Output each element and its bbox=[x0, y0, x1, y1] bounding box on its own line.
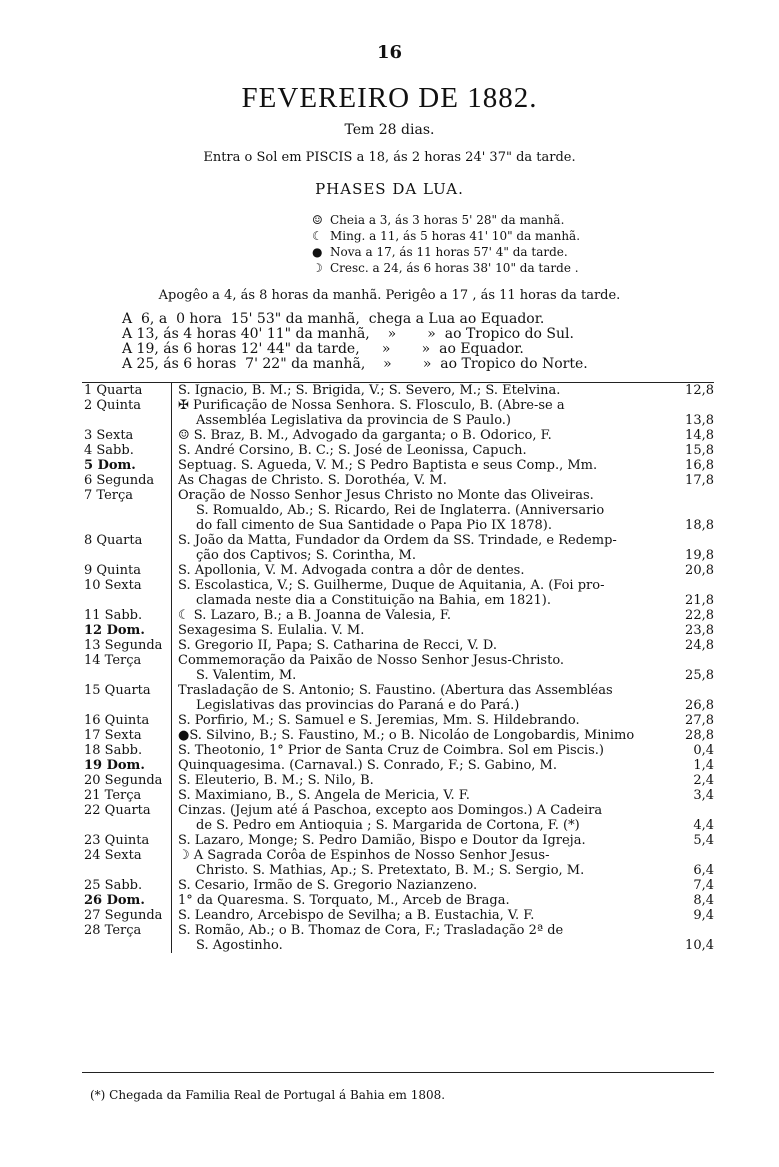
moon-age: 12,8 bbox=[685, 383, 714, 398]
entry-line: Cinzas. (Jejum até á Paschoa, excepto aos Domingos.) A Cadeira bbox=[178, 803, 603, 818]
moon-age: 16,8 bbox=[685, 458, 714, 473]
entry-line: S. Theotonio, 1° Prior de Santa Cruz de Coimbra. Sol em Piscis.) bbox=[178, 743, 604, 758]
calendar-entry bbox=[172, 383, 670, 398]
page-title: FEVEREIRO DE 1882. bbox=[241, 82, 538, 114]
calendar-row bbox=[82, 743, 714, 758]
entry-line: Trasladação de S. Antonio; S. Faustino. (Abertura das Assembléas bbox=[178, 683, 613, 698]
apogee-perigee: Apogêo a 4, ás 8 horas da manhã. Perigêo a 17 , ás 11 horas da tarde. bbox=[158, 288, 621, 303]
entry-line: S. Ignacio, B. M.; S. Brigida, V.; S. Severo, M.; S. Etelvina. bbox=[178, 383, 561, 398]
entry-line: S. Valentim, M. bbox=[196, 668, 297, 683]
entry-line: Sexagesima S. Eulalia. V. M. bbox=[178, 623, 365, 638]
calendar-entry bbox=[172, 743, 670, 758]
entry-line: Assembléa Legislativa da provincia de S Paulo.) bbox=[196, 413, 511, 428]
moon-age: 18,8 bbox=[685, 518, 714, 533]
calendar-day: 2 Quinta bbox=[82, 398, 172, 428]
moon-age: 15,8 bbox=[685, 443, 714, 458]
equator-crossings bbox=[122, 312, 588, 372]
moon-age: 22,8 bbox=[685, 608, 714, 623]
calendar-entry bbox=[172, 428, 670, 443]
calendar-day: 6 Segunda bbox=[82, 473, 172, 488]
calendar-entry bbox=[172, 473, 670, 488]
calendar-row bbox=[82, 788, 714, 803]
calendar-row bbox=[82, 833, 714, 848]
calendar-day: 13 Segunda bbox=[82, 638, 172, 653]
entry-line: S. Eleuterio, B. M.; S. Nilo, B. bbox=[178, 773, 374, 788]
calendar-day: 4 Sabb. bbox=[82, 443, 172, 458]
calendar-row bbox=[82, 623, 714, 638]
equator-row: A 25, ás 6 horas 7' 22" da manhã, » » ao Tropico do Norte. bbox=[122, 356, 588, 372]
entry-line: clamada neste dia a Constituição na Bahia, em 1821). bbox=[196, 593, 551, 608]
entry-line: do fall cimento de Sua Santidade o Papa Pio IX 1878). bbox=[196, 518, 552, 533]
calendar-row bbox=[82, 878, 714, 893]
calendar-row bbox=[82, 383, 714, 398]
calendar-row bbox=[82, 923, 714, 953]
calendar-entry bbox=[172, 533, 670, 563]
days-count: Tem 28 dias. bbox=[344, 122, 435, 138]
entry-line: S. Maximiano, B., S. Angela de Mericia, V. F. bbox=[178, 788, 470, 803]
calendar-day: 14 Terça bbox=[82, 653, 172, 683]
calendar-entry bbox=[172, 728, 670, 743]
new-moon-icon: ● bbox=[312, 245, 323, 259]
moon-age: 26,8 bbox=[685, 698, 714, 713]
calendar-row bbox=[82, 398, 714, 428]
entry-line: ção dos Captivos; S. Corintha, M. bbox=[196, 548, 416, 563]
calendar-day: 22 Quarta bbox=[82, 803, 172, 833]
calendar-entry bbox=[172, 398, 670, 428]
calendar-entry bbox=[172, 713, 670, 728]
entry-line: S. Romão, Ab.; o B. Thomaz de Cora, F.; Trasladação 2ª de bbox=[178, 923, 564, 938]
calendar-row bbox=[82, 773, 714, 788]
entry-line: S. Cesario, Irmão de S. Gregorio Nazianzeno. bbox=[178, 878, 478, 893]
moon-age: 0,4 bbox=[693, 743, 714, 758]
moon-age: 20,8 bbox=[685, 563, 714, 578]
calendar-day: 23 Quinta bbox=[82, 833, 172, 848]
calendar-entry bbox=[172, 788, 670, 803]
calendar-entry bbox=[172, 653, 670, 683]
entry-line: S. André Corsino, B. C.; S. José de Leonissa, Capuch. bbox=[178, 443, 527, 458]
full-moon-icon: ☺ bbox=[312, 213, 323, 227]
moon-age: 17,8 bbox=[685, 473, 714, 488]
calendar-entry bbox=[172, 773, 670, 788]
entry-line: ✠ Purificação de Nossa Senhora. S. Flosculo, B. (Abre-se a bbox=[178, 398, 565, 413]
calendar-table bbox=[82, 382, 714, 953]
calendar-row bbox=[82, 443, 714, 458]
calendar-day: 7 Terça bbox=[82, 488, 172, 533]
calendar-row bbox=[82, 728, 714, 743]
calendar-entry bbox=[172, 803, 670, 833]
calendar-day: 11 Sabb. bbox=[82, 608, 172, 623]
calendar-day: 18 Sabb. bbox=[82, 743, 172, 758]
entry-line: ☺ S. Braz, B. M., Advogado da garganta; o B. Odorico, F. bbox=[178, 428, 552, 443]
calendar-row bbox=[82, 803, 714, 833]
moon-age: 3,4 bbox=[693, 788, 714, 803]
calendar-row bbox=[82, 458, 714, 473]
calendar-row bbox=[82, 578, 714, 608]
moon-age: 6,4 bbox=[693, 863, 714, 878]
equator-row: A 19, ás 6 horas 12' 44" da tarde, » » ao Equador. bbox=[122, 341, 524, 357]
calendar-entry bbox=[172, 623, 670, 638]
entry-line: S. Leandro, Arcebispo de Sevilha; a B. Eustachia, V. F. bbox=[178, 908, 535, 923]
calendar-entry bbox=[172, 458, 670, 473]
entry-line: S. Gregorio II, Papa; S. Catharina de Recci, V. D. bbox=[178, 638, 497, 653]
calendar-entry bbox=[172, 893, 670, 908]
calendar-entry bbox=[172, 683, 670, 713]
waning-moon-icon: ☾ bbox=[312, 229, 323, 243]
entry-line: Commemoração da Paixão de Nosso Senhor Jesus-Christo. bbox=[178, 653, 565, 668]
sun-entry: Entra o Sol em PISCIS a 18, ás 2 horas 24' 37" da tarde. bbox=[203, 150, 576, 165]
entry-line: S. Lazaro, Monge; S. Pedro Damião, Bispo e Doutor da Igreja. bbox=[178, 833, 586, 848]
calendar-row bbox=[82, 533, 714, 563]
calendar-day: 19 Dom. bbox=[82, 758, 172, 773]
moon-age: 9,4 bbox=[693, 908, 714, 923]
calendar-day: 24 Sexta bbox=[82, 848, 172, 878]
calendar-day: 3 Sexta bbox=[82, 428, 172, 443]
entry-line: Quinquagesima. (Carnaval.) S. Conrado, F.; S. Gabino, M. bbox=[178, 758, 557, 773]
phase-text: Ming. a 11, ás 5 horas 41' 10" da manhã. bbox=[330, 229, 581, 243]
phase-new bbox=[312, 244, 580, 260]
moon-age: 28,8 bbox=[685, 728, 714, 743]
phase-full bbox=[312, 212, 580, 228]
calendar-entry bbox=[172, 908, 670, 923]
entry-line: de S. Pedro em Antioquia ; S. Margarida de Cortona, F. (*) bbox=[196, 818, 580, 833]
entry-line: S. Porfirio, M.; S. Samuel e S. Jeremias, Mm. S. Hildebrando. bbox=[178, 713, 580, 728]
calendar-row bbox=[82, 713, 714, 728]
moon-age: 7,4 bbox=[693, 878, 714, 893]
phase-waning bbox=[312, 228, 580, 244]
page-number: 16 bbox=[376, 42, 403, 63]
entry-line: Legislativas das provincias do Paraná e do Pará.) bbox=[196, 698, 520, 713]
calendar-day: 5 Dom. bbox=[82, 458, 172, 473]
moon-phases bbox=[312, 212, 580, 276]
moon-age: 5,4 bbox=[693, 833, 714, 848]
entry-line: Oração de Nosso Senhor Jesus Christo no Monte das Oliveiras. bbox=[178, 488, 594, 503]
moon-age: 10,4 bbox=[685, 938, 714, 953]
calendar-day: 9 Quinta bbox=[82, 563, 172, 578]
phases-heading: PHASES DA LUA. bbox=[315, 180, 464, 198]
entry-line: Christo. S. Mathias, Ap.; S. Pretextato, B. M.; S. Sergio, M. bbox=[196, 863, 585, 878]
entry-line: ●S. Silvino, B.; S. Faustino, M.; o B. Nicoláo de Longobardis, Minimo bbox=[178, 728, 635, 743]
entry-line: S. Apollonia, V. M. Advogada contra a dôr de dentes. bbox=[178, 563, 525, 578]
calendar-entry bbox=[172, 578, 670, 608]
moon-age: 21,8 bbox=[685, 593, 714, 608]
calendar-row bbox=[82, 848, 714, 878]
moon-age: 14,8 bbox=[685, 428, 714, 443]
calendar-row bbox=[82, 608, 714, 623]
moon-age: 23,8 bbox=[685, 623, 714, 638]
calendar-day: 28 Terça bbox=[82, 923, 172, 953]
calendar-row bbox=[82, 758, 714, 773]
entry-line: S. Agostinho. bbox=[196, 938, 283, 953]
calendar-entry bbox=[172, 608, 670, 623]
phase-text: Cresc. a 24, ás 6 horas 38' 10" da tarde . bbox=[330, 261, 579, 275]
phase-waxing bbox=[312, 260, 580, 276]
calendar-row bbox=[82, 683, 714, 713]
waxing-moon-icon: ☽ bbox=[312, 261, 323, 275]
moon-age: 24,8 bbox=[685, 638, 714, 653]
equator-row: A 6, a 0 hora 15' 53" da manhã, chega a Lua ao Equador. bbox=[122, 311, 545, 327]
calendar-entry bbox=[172, 563, 670, 578]
calendar-day: 1 Quarta bbox=[82, 383, 172, 398]
calendar-entry bbox=[172, 488, 670, 533]
moon-age: 13,8 bbox=[685, 413, 714, 428]
calendar-day: 16 Quinta bbox=[82, 713, 172, 728]
calendar-entry bbox=[172, 848, 670, 878]
calendar-row bbox=[82, 908, 714, 923]
calendar-entry bbox=[172, 878, 670, 893]
equator-row: A 13, ás 4 horas 40' 11" da manhã, » » ao Tropico do Sul. bbox=[122, 326, 574, 342]
entry-line: As Chagas de Christo. S. Dorothéa, V. M. bbox=[178, 473, 447, 488]
calendar-day: 26 Dom. bbox=[82, 893, 172, 908]
calendar-day: 12 Dom. bbox=[82, 623, 172, 638]
entry-line: ☾ S. Lazaro, B.; a B. Joanna de Valesia, F. bbox=[178, 608, 452, 623]
entry-line: S. João da Matta, Fundador da Ordem da SS. Trindade, e Redemp- bbox=[178, 533, 617, 548]
entry-line: S. Escolastica, V.; S. Guilherme, Duque de Aquitania, A. (Foi pro- bbox=[178, 578, 605, 593]
calendar-day: 27 Segunda bbox=[82, 908, 172, 923]
calendar-row bbox=[82, 653, 714, 683]
phase-text: Nova a 17, ás 11 horas 57' 4" da tarde. bbox=[330, 245, 568, 259]
footnote-divider bbox=[82, 1072, 714, 1073]
moon-age: 27,8 bbox=[685, 713, 714, 728]
calendar-day: 17 Sexta bbox=[82, 728, 172, 743]
calendar-row bbox=[82, 563, 714, 578]
calendar-day: 15 Quarta bbox=[82, 683, 172, 713]
calendar-day: 20 Segunda bbox=[82, 773, 172, 788]
calendar-row bbox=[82, 893, 714, 908]
entry-line: Septuag. S. Agueda, V. M.; S Pedro Baptista e seus Comp., Mm. bbox=[178, 458, 598, 473]
moon-age: 19,8 bbox=[685, 548, 714, 563]
calendar-day: 10 Sexta bbox=[82, 578, 172, 608]
calendar-day: 21 Terça bbox=[82, 788, 172, 803]
entry-line: 1° da Quaresma. S. Torquato, M., Arceb de Braga. bbox=[178, 893, 510, 908]
calendar-row bbox=[82, 428, 714, 443]
calendar-day: 8 Quarta bbox=[82, 533, 172, 563]
moon-age: 2,4 bbox=[693, 773, 714, 788]
calendar-entry bbox=[172, 923, 670, 953]
calendar-row bbox=[82, 638, 714, 653]
moon-age: 8,4 bbox=[693, 893, 714, 908]
calendar-day: 25 Sabb. bbox=[82, 878, 172, 893]
calendar-entry bbox=[172, 833, 670, 848]
moon-age: 25,8 bbox=[685, 668, 714, 683]
calendar-entry bbox=[172, 443, 670, 458]
calendar-row bbox=[82, 473, 714, 488]
calendar-row bbox=[82, 488, 714, 533]
phase-text: Cheia a 3, ás 3 horas 5' 28" da manhã. bbox=[330, 213, 565, 227]
moon-age: 4,4 bbox=[693, 818, 714, 833]
entry-line: ☽ A Sagrada Corôa de Espinhos de Nosso Senhor Jesus- bbox=[178, 848, 550, 863]
moon-age: 1,4 bbox=[693, 758, 714, 773]
entry-line: S. Romualdo, Ab.; S. Ricardo, Rei de Inglaterra. (Anniversario bbox=[196, 503, 605, 518]
calendar-entry bbox=[172, 758, 670, 773]
calendar-entry bbox=[172, 638, 670, 653]
footnote: (*) Chegada da Familia Real de Portugal á Bahia em 1808. bbox=[90, 1088, 446, 1102]
